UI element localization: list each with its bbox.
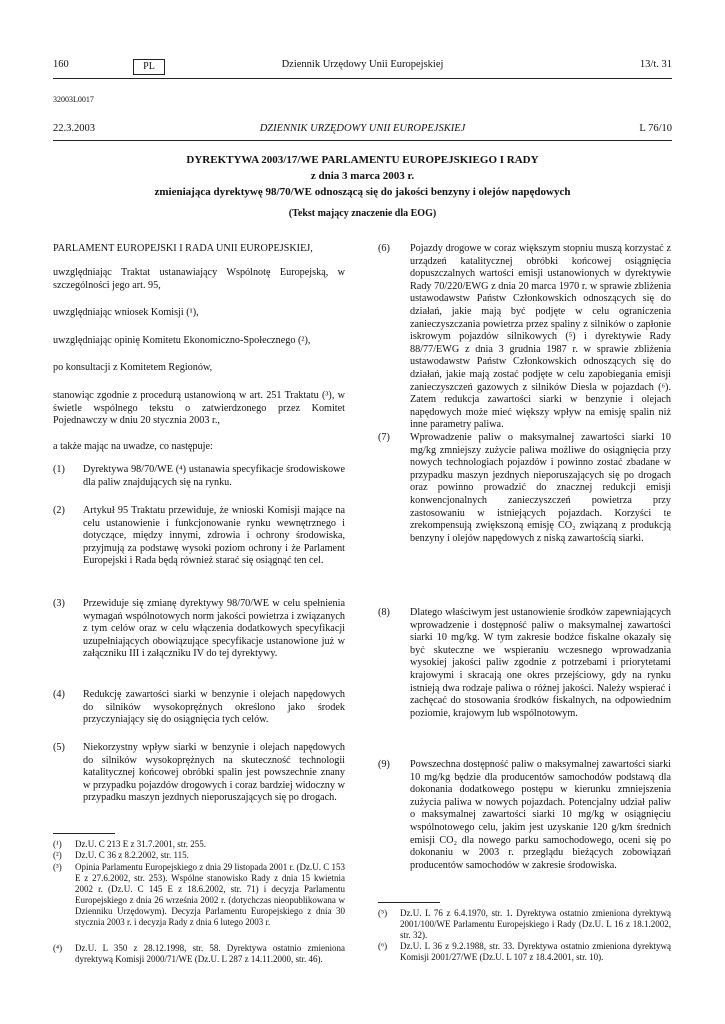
list-item: (7) Wprowadzenie paliw o maksymalnej zawartości siarki 10 mg/kg zmniejszy zużycie paliwa możliwe do osiągnięcia przy nowych technologiach pojazdów i powinno zostać zbadane w przypadku maszyn jezdnych nieporuszających się po drogach oraz powinno prowadzić do znacznej redukcji emisji konwencjonalnych zanieczyszczeń powietrza przy zastosowaniu w istniejących pojazdach. Korzyści te zrekompensują zwiększoną emisję CO₂ związaną z produkcją benzyny i olejów napędowych z niską zawartością siarki. — [378, 432, 671, 544]
footnote: (⁴) Dz.U. L 350 z 28.12.1998, str. 58. Dyrektywa ostatnio zmieniona dyrektywą Komisji 2000/71/WE (Dz.U. L 287 z 14.11.2000, str. 46). — [53, 943, 345, 964]
list-item: (5) Niekorzystny wpływ siarki w benzynie i olejach napędowych do silników wysokoprężnych na skuteczność technologii katalitycznej końcowej obróbki spalin jest powszechnie znany w przypadku pojazdów drogowych i coraz bardziej widoczny w przypadku maszyn jezdnych nieporuszających się po drogach. — [53, 742, 345, 804]
footnote: (³) Opinia Parlamentu Europejskiego z dnia 29 listopada 2001 r. (Dz.U. C 153 E z 27.6.2002, str. 253). Wspólne stanowisko Rady z dnia 15 kwietnia 2002 r. (Dz.U. C 145 E z 18.6.2002, str. 71) i decyzja Parlamentu Europejskiego z dnia 26 września 2002 r. (dotychczas nieopublikowana w Dzienniku Urzędowym). Decyzja Parlamentu Europejskiego z dnia 30 stycznia 2003 r. i decyzja Rady z dnia 6 lutego 2003 r. — [53, 862, 345, 927]
footnote: (⁵) Dz.U. L 76 z 6.4.1970, str. 1. Dyrektywa ostatnio zmieniona dyrektywą 2001/100/WE Parlamentu Europejskiego i Rady (Dz.U. L 16 z 18.1.2002, str. 32). — [378, 908, 671, 940]
journal-title: Dziennik Urzędowy Unii Europejskiej — [281, 59, 444, 70]
list-item: (9) Powszechna dostępność paliw o maksymalnej zawartości siarki 10 mg/kg będzie dla producentów samochodów podstawą dla dokonania dodatkowego postępu w kierunku zmniejszenia zużycia paliwa w nowych pojazdach. Potencjalny udział paliw o maksymalnej zawartości siarki 10 mg/kg w osiągnięciu wspólnotowego celu, jakim jest uzyskanie 120 g/km średnich emisji CO₂ dla nowego parku samochodowego, oceni się po dokonaniu w 2003 r. przeglądu bieżących zobowiązań producentów samochodów w zakresie środowiska. — [378, 759, 671, 871]
date-rule — [53, 140, 672, 141]
page-number: 160 — [53, 59, 69, 70]
list-item: (1) Dyrektywa 98/70/WE (⁴) ustanawia specyfikacje środowiskowe dla paliw znajdujących się na rynku. — [53, 464, 345, 488]
list-item: (4) Redukcję zawartości siarki w benzynie i olejach napędowych do silników wysokoprężnych określono jako środek przyczyniający się do osiągnięcia tych celów. — [53, 689, 345, 726]
footnote: (²) Dz.U. C 36 z 8.2.2002, str. 115. — [53, 850, 189, 860]
directive-date: z dnia 3 marca 2003 r. — [310, 170, 415, 182]
header-rule — [53, 78, 672, 79]
journal-caps: DZIENNIK URZĘDOWY UNII EUROPEJSKIEJ — [259, 123, 466, 134]
preamble-intro: PARLAMENT EUROPEJSKI I RADA UNII EUROPEJSKIEJ, — [53, 243, 313, 254]
footnote: (¹) Dz.U. C 213 E z 31.7.2001, str. 255. — [53, 839, 206, 849]
recital-regions: po konsultacji z Komitetem Regionów, — [53, 362, 213, 373]
language-box: PL — [133, 59, 165, 75]
celex-number: 32003L0017 — [53, 95, 94, 104]
journal-reference: L 76/10 — [639, 123, 672, 134]
footnote: (⁶) Dz.U. L 36 z 9.2.1988, str. 33. Dyrektywa ostatnio zmieniona dyrektywą Komisji 2001/27/WE (Dz.U. L 107 z 18.4.2001, str. 10). — [378, 941, 671, 962]
section-number: 13/t. 31 — [639, 59, 672, 70]
recital-committee: uwzględniając opinię Komitetu Ekonomiczno-Społecznego (²), — [53, 335, 311, 346]
list-item: (8) Dlatego właściwym jest ustanowienie środków zapewniających wprowadzenie i dostępność paliw o maksymalnej zawartości siarki 10 mg/kg. W tym zakresie bodźce fiskalne okazały się być skuteczne we wspieraniu wczesnego wprowadzania wysokiej jakości paliw zgodnie z potrzebami i priorytetami krajowymi i skracają one okres przejściowy, gdy na rynku istnieją dwa rodzaje paliwa o różnej jakości. Należy wspierać i zachęcać do stosowania środków fiskalnych, na odpowiednim poziomie, krajowym lub wspólnotowym. — [378, 607, 671, 719]
directive-title: DYREKTYWA 2003/17/WE PARLAMENTU EUROPEJSKIEGO I RADY — [186, 154, 539, 166]
footnote-rule — [378, 902, 440, 903]
recital-treaty: uwzględniając Traktat ustanawiający Wspólnotę Europejską, w szczególności jego art. 95, — [53, 267, 345, 291]
recital-whereas: a także mając na uwadze, co następuje: — [53, 441, 213, 452]
list-item: (2) Artykuł 95 Traktatu przewiduje, że wnioski Komisji mające na celu ustanowienie i funkcjonowanie rynku wewnętrznego i dotyczące, między innymi, zdrowia i ochrony środowiska, przyjmują za podstawę wysoki poziom ochrony i że Parlament Europejski i Rada będą również starać się osiągnąć ten cel. — [53, 505, 345, 567]
list-item: (6) Pojazdy drogowe w coraz większym stopniu muszą korzystać z urządzeń katalitycznej obróbki końcowej osiągnięcia dopuszczalnych wartości emisji ustanowionych w dyrektywie Rady 70/220/EWG z dnia 20 marca 1970 r. w sprawie zbliżenia ustawodawstw Państw Członkowskich odnoszących się do działań, jakie mają być podjęte w celu ograniczenia zanieczyszczania powietrza przez spaliny z silników o zapłonie iskrowym pojazdów silnikowych (⁵) i dyrektywie Rady 88/77/EWG z dnia 3 grudnia 1987 r. w sprawie zbliżenia ustawodawstw Państw Członkowskich odnoszących się do działań, jakie mają zostać podjęte w celu zapobiegania emisji zanieczyszczeń gazowych z silników Diesla w pojazdach (⁶). Zatem redukcja zawartości siarki w benzynie i olejach napędowych może mieć większy wpływ na emisję spalin niż inne parametry paliwa. — [378, 243, 671, 431]
publication-date: 22.3.2003 — [53, 123, 95, 134]
directive-subject: zmieniająca dyrektywę 98/70/WE odnoszącą się do jakości benzyny i olejów napędowych — [154, 186, 571, 198]
eea-relevance: (Tekst mający znaczenie dla EOG) — [288, 208, 437, 219]
footnote-rule — [53, 833, 115, 834]
list-item: (3) Przewiduje się zmianę dyrektywy 98/70/WE w celu spełnienia wymagań wspólnotowych norm jakości powietrza i związanych z tym celów oraz w celu włączenia dodatkowych specyfikacji uzupełniających obowiązujące specyfikacje ustanowione już w załączniku III i załączniku IV do tej dyrektywy. — [53, 598, 345, 660]
left-column — [53, 243, 345, 256]
recital-commission: uwzględniając wniosek Komisji (¹), — [53, 307, 199, 318]
recital-procedure: stanowiąc zgodnie z procedurą ustanowioną w art. 251 Traktatu (³), w świetle wspólnego tekstu o zatwierdzonego przez Komitet Pojednawczy w dniu 20 stycznia 2003 r., — [53, 390, 345, 427]
